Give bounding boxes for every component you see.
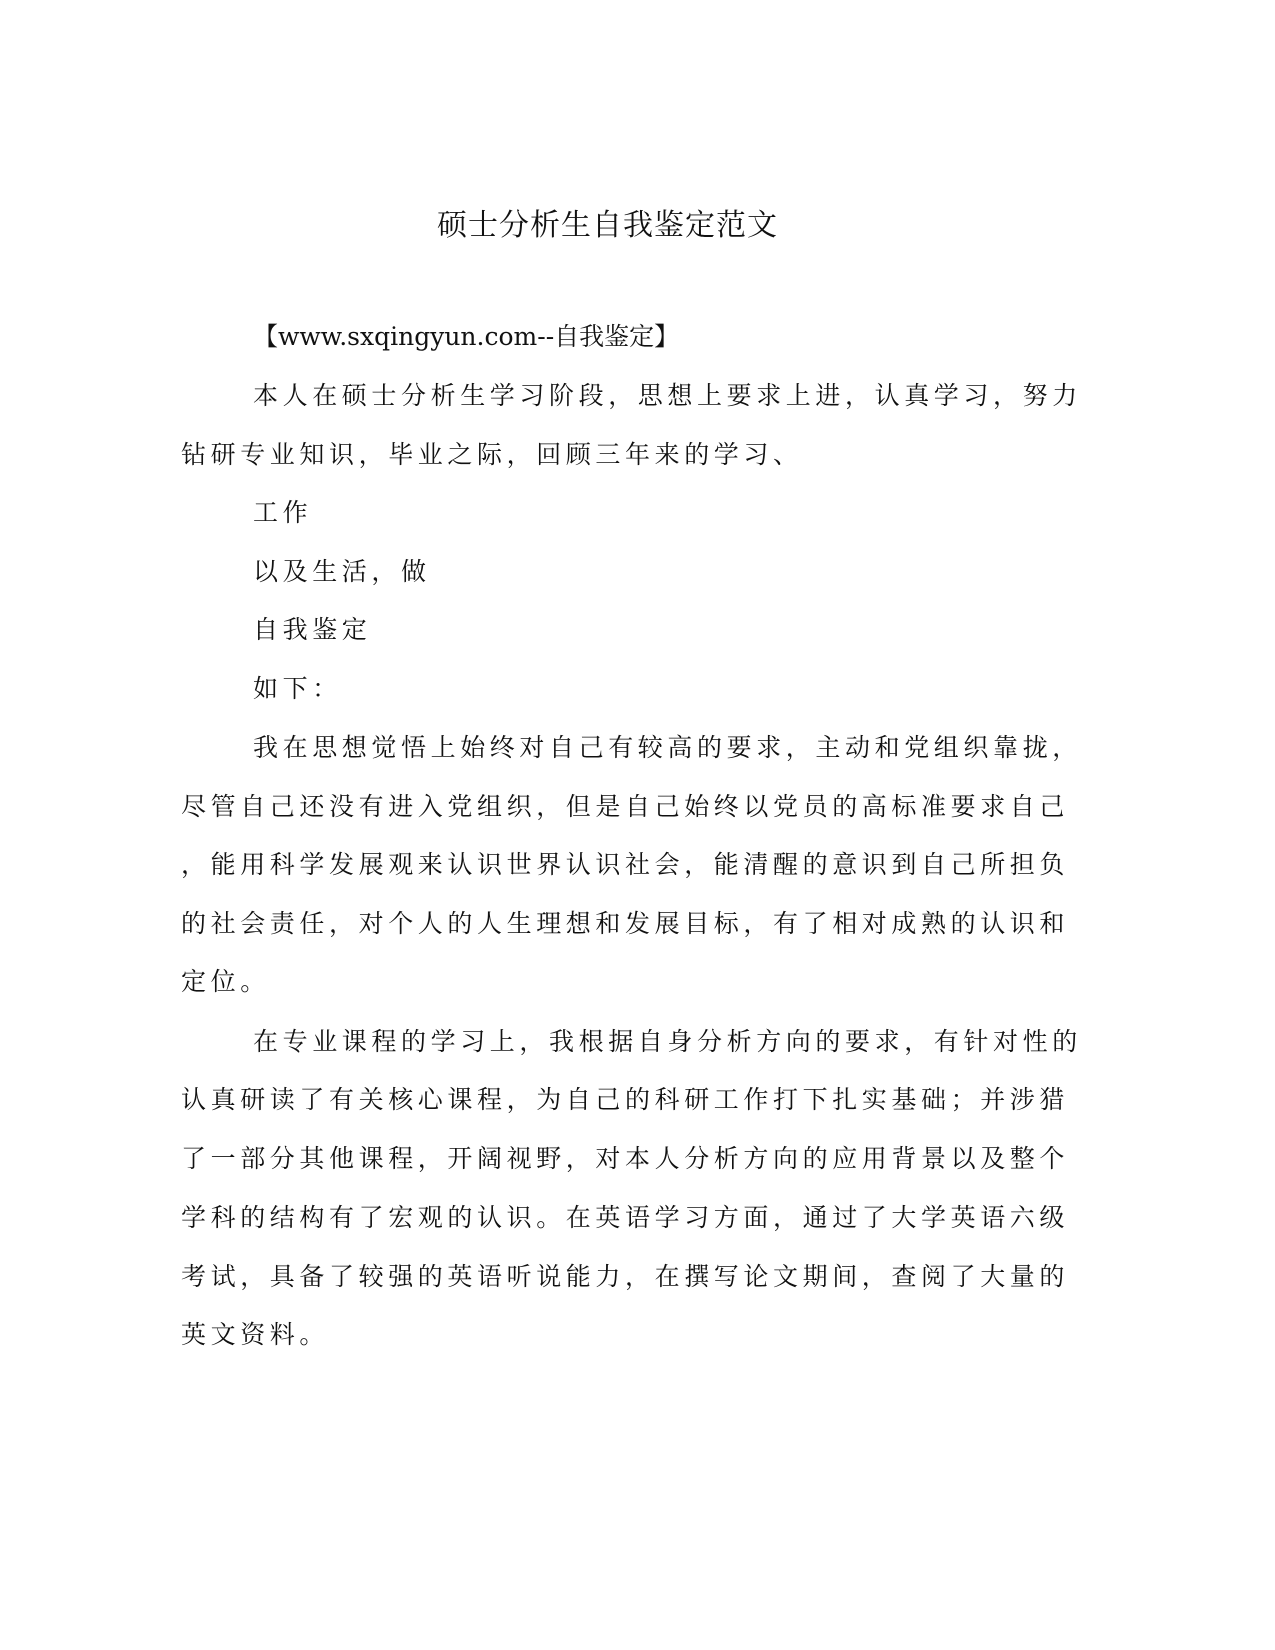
body-line: 在专业课程的学习上，我根据自身分析方向的要求，有针对性的 [253,1027,1082,1056]
body-line: 学科的结构有了宏观的认识。在英语学习方面，通过了大学英语六级 [181,1203,1070,1232]
body-line: 我在思想觉悟上始终对自己有较高的要求，主动和党组织靠拢， [253,733,1082,762]
source-line: 【www.sxqingyun.com--自我鉴定】 [253,322,680,351]
body-line: 英文资料。 [181,1320,330,1349]
body-line: 认真研读了有关核心课程，为自己的科研工作打下扎实基础；并涉猎 [181,1085,1070,1114]
body-line: 本人在硕士分析生学习阶段，思想上要求上进，认真学习，努力 [253,381,1082,410]
body-line: 工作 [253,498,313,527]
body-line: 了一部分其他课程，开阔视野，对本人分析方向的应用背景以及整个 [181,1144,1070,1173]
body-line: 考试，具备了较强的英语听说能力，在撰写论文期间，查阅了大量的 [181,1262,1070,1291]
document-title: 硕士分析生自我鉴定范文 [437,208,778,243]
body-line: 如下： [253,674,342,703]
body-line: 的社会责任，对个人的人生理想和发展目标，有了相对成熟的认识和 [181,909,1070,938]
body-line: 自我鉴定 [253,615,372,644]
body-line: 尽管自己还没有进入党组织，但是自己始终以党员的高标准要求自己 [181,792,1070,821]
body-line: 以及生活，做 [253,557,431,586]
body-line: 定位。 [181,967,270,996]
body-line: ，能用科学发展观来认识世界认识社会，能清醒的意识到自己所担负 [181,850,1070,879]
body-line: 钻研专业知识，毕业之际，回顾三年来的学习、 [181,440,803,469]
